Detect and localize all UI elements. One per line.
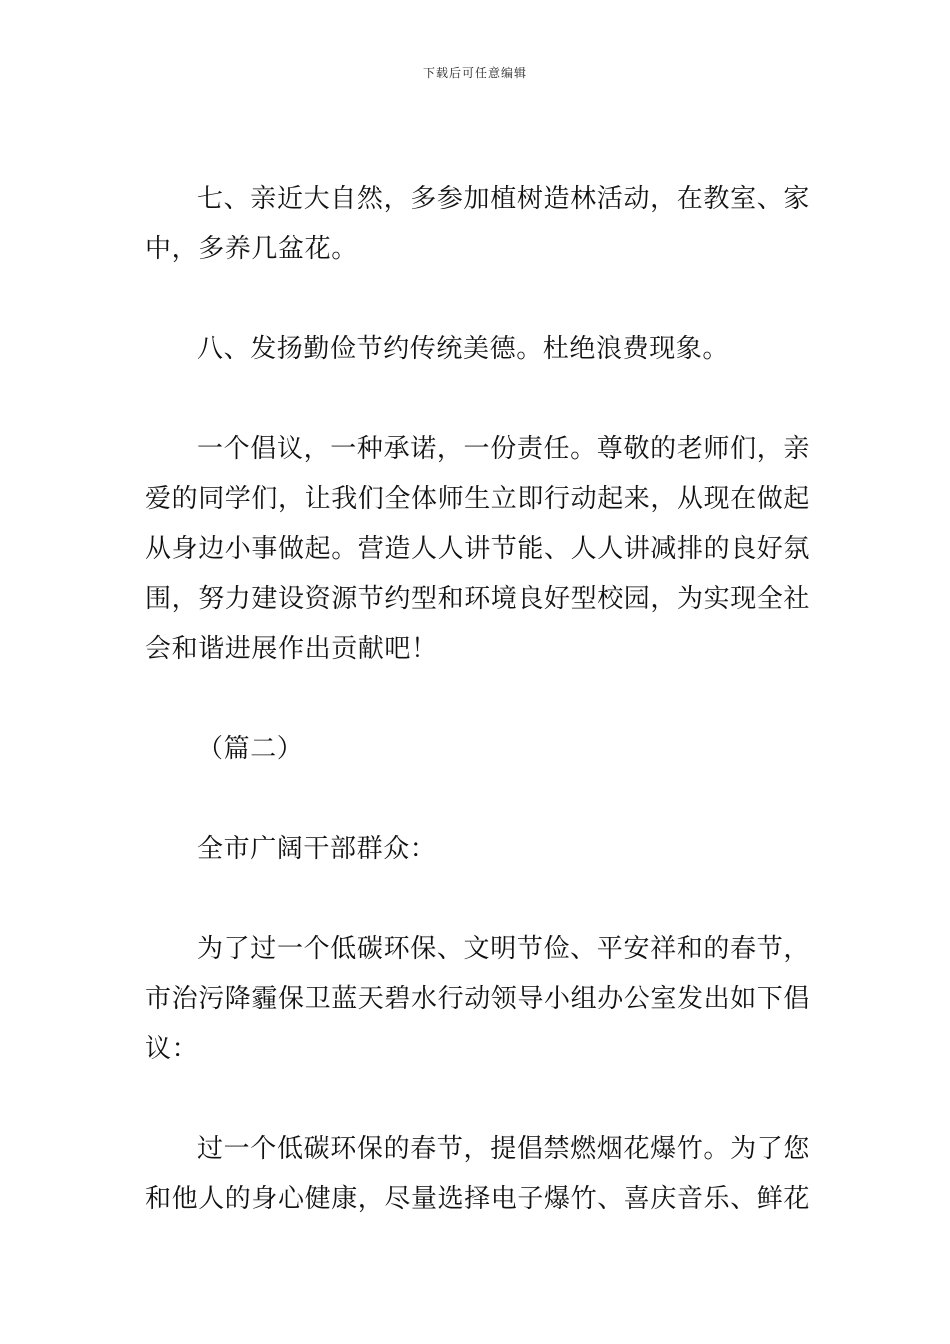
salutation: 全市广阔干部群众： xyxy=(197,834,437,864)
paragraph-low-carbon: 过一个低碳环保的春节，提倡禁燃烟花爆竹。为了您和他人的身心健康，尽量选择电子爆竹、喜庆音乐、鲜花 xyxy=(145,1134,811,1214)
paragraph-spacer xyxy=(145,774,810,824)
paragraph-item-7: 七、亲近大自然，多参加植树造林活动，在教室、家中，多养几盆花。 xyxy=(145,184,810,264)
section-heading-part-two: （篇二） xyxy=(197,734,304,764)
page-header-note: 下载后可任意编辑 xyxy=(422,66,527,80)
paragraph-spacer xyxy=(145,274,810,324)
paragraph-spacer xyxy=(145,374,810,424)
document-body xyxy=(145,174,810,1224)
paragraph-spacer xyxy=(145,874,810,924)
paragraph-spacer xyxy=(145,674,810,724)
paragraph-intro: 为了过一个低碳环保、文明节俭、平安祥和的春节，市治污降霾保卫蓝天碧水行动领导小组办公室发出如下倡议： xyxy=(145,934,811,1064)
paragraph-item-8: 八、发扬勤俭节约传统美德。杜绝浪费现象。 xyxy=(197,334,730,364)
paragraph-closing-appeal: 一个倡议，一种承诺，一份责任。尊敬的老师们，亲爱的同学们，让我们全体师生立即行动起来，从现在做起从身边小事做起。营造人人讲节能、人人讲减排的良好氛围，努力建设资源节约型和环境良好型校园，为实现全社会和谐进展作出贡献吧！ xyxy=(145,434,811,664)
paragraph-spacer xyxy=(145,1074,810,1124)
